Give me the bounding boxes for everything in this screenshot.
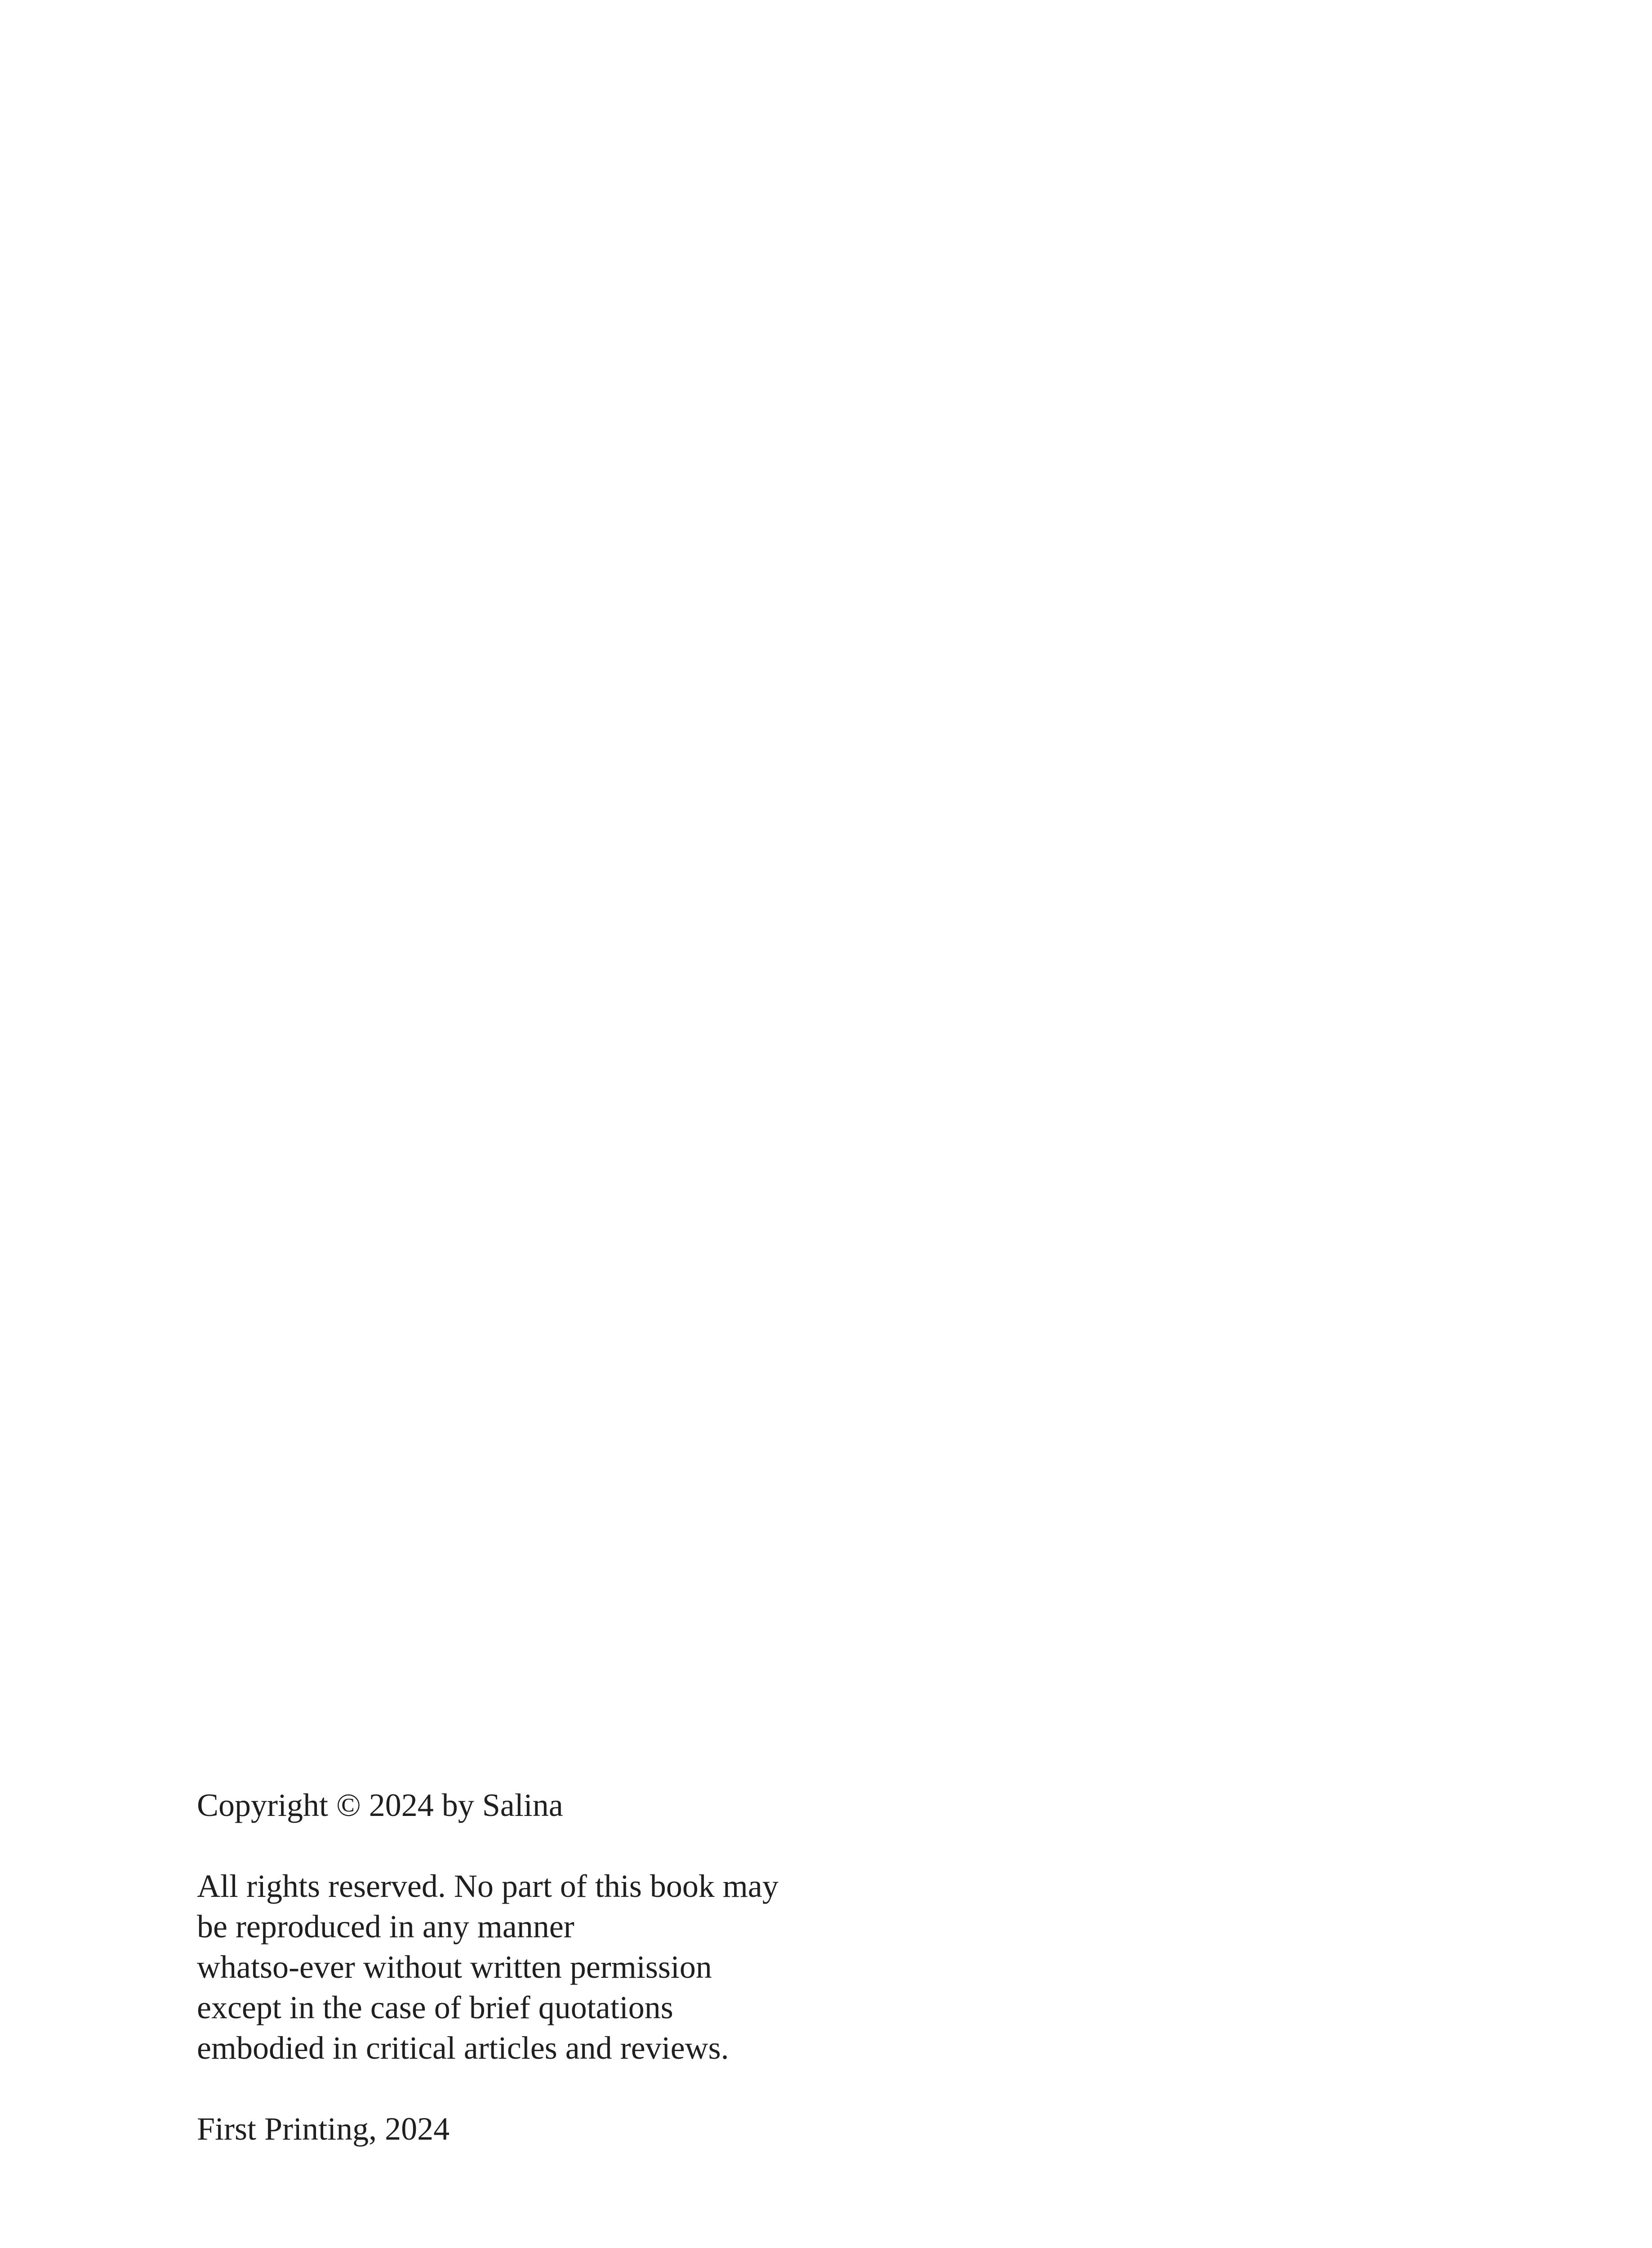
rights-line-1: All rights reserved. No part of this book may — [197, 1868, 779, 1904]
printing-line: First Printing, 2024 — [197, 2111, 450, 2147]
rights-line-2: be reproduced in any manner — [197, 1909, 574, 1945]
paragraph-spacer — [197, 1825, 961, 1866]
rights-line-4: except in the case of brief quotations — [197, 1989, 673, 2025]
copyright-text-block — [197, 1785, 961, 2149]
paragraph-spacer — [197, 2068, 961, 2109]
rights-line-5: embodied in critical articles and reviews. — [197, 2030, 729, 2066]
rights-line-3: whatso-ever without written permission — [197, 1949, 712, 1985]
copyright-line: Copyright © 2024 by Salina — [197, 1787, 563, 1823]
